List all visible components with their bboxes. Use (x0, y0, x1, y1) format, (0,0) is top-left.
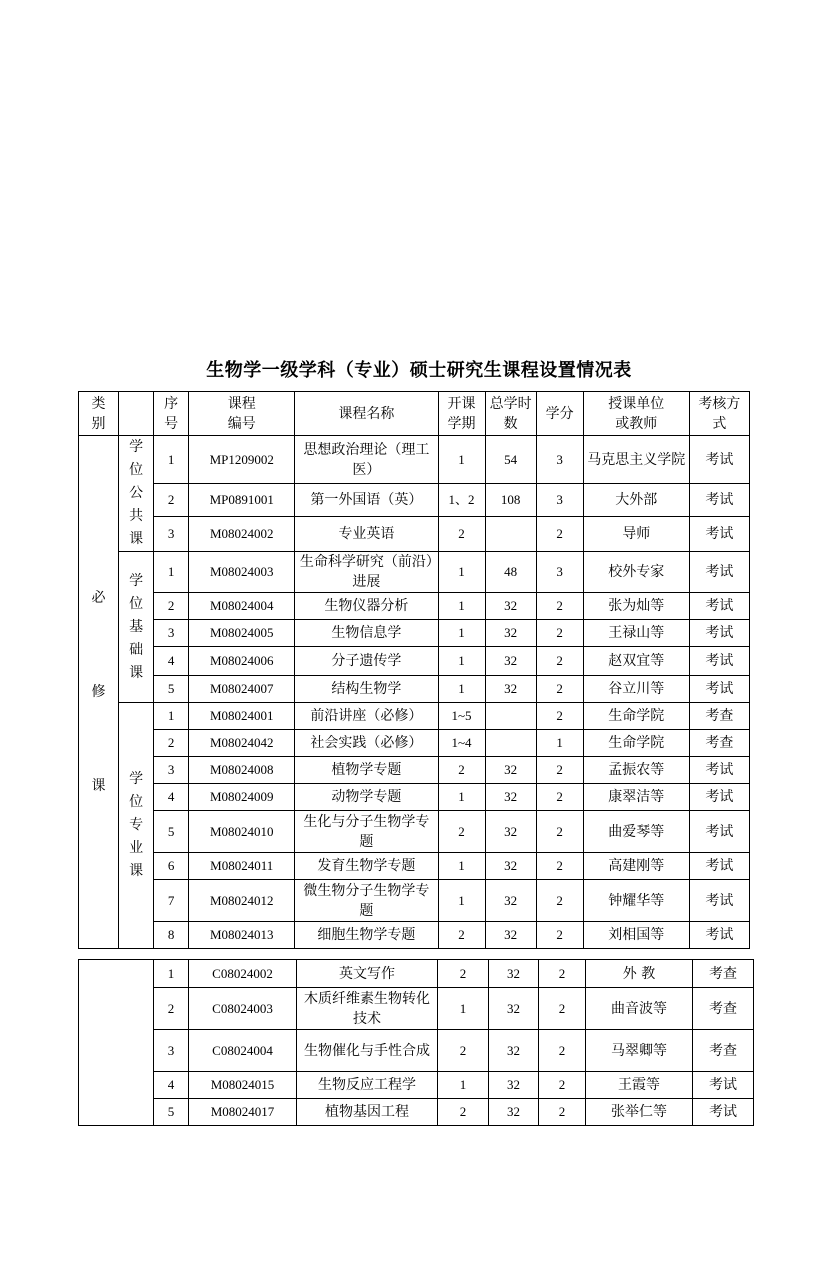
seq-cell: 1 (154, 960, 189, 988)
cell-text: 础 (129, 641, 144, 658)
hours-cell: 32 (485, 676, 536, 703)
exam-cell: 考试 (689, 922, 749, 949)
seq-cell: 4 (154, 784, 189, 811)
name-cell: 生命科学研究（前沿）进展 (295, 552, 438, 593)
cell-text: 授课单位 (608, 395, 665, 412)
table-row (79, 853, 750, 880)
cell-text: 业 (129, 840, 144, 856)
teacher-cell: 曲音波等 (586, 988, 693, 1030)
code-cell: M08024001 (189, 703, 295, 730)
teacher-cell: 刘相国等 (583, 922, 689, 949)
exam-cell: 考试 (689, 593, 749, 620)
table-row (79, 757, 750, 784)
seq-cell: 3 (154, 516, 189, 551)
credits-cell: 2 (536, 647, 583, 676)
seq-cell: 8 (154, 922, 189, 949)
table-row (79, 620, 750, 647)
exam-cell: 考查 (689, 703, 749, 730)
table-row (79, 1099, 754, 1126)
seq-cell: 2 (154, 484, 189, 517)
teacher-cell: 马克思主义学院 (583, 436, 689, 484)
name-cell: 植物学专题 (295, 757, 438, 784)
cell-text: 类 (91, 395, 106, 412)
seq-cell: 5 (154, 1099, 189, 1126)
cell-text: 学 (129, 771, 144, 787)
hours-cell: 32 (485, 922, 536, 949)
teacher-cell: 生命学院 (583, 703, 689, 730)
semester-cell: 2 (438, 922, 485, 949)
code-cell: M08024010 (189, 811, 295, 853)
teacher-cell: 钟耀华等 (583, 880, 689, 922)
exam-cell: 考试 (689, 647, 749, 676)
code-cell: M08024015 (189, 1072, 297, 1099)
hours-cell (485, 703, 536, 730)
code-cell: M08024008 (189, 757, 295, 784)
table-row (79, 922, 750, 949)
cell-text: 考核方 (698, 395, 741, 412)
teacher-cell: 大外部 (583, 484, 689, 517)
seq-cell: 3 (154, 757, 189, 784)
credits-cell: 2 (536, 853, 583, 880)
credits-cell: 2 (536, 811, 583, 853)
credits-cell: 2 (536, 620, 583, 647)
code-cell: C08024004 (189, 1030, 297, 1072)
semester-cell: 1 (438, 436, 485, 484)
cell-text: 位 (129, 794, 144, 810)
hours-cell (485, 516, 536, 551)
exam-cell: 考试 (689, 853, 749, 880)
header-row (79, 392, 750, 436)
header-blank (119, 392, 154, 436)
hours-cell: 32 (485, 757, 536, 784)
header-category (79, 392, 119, 436)
code-cell: C08024002 (189, 960, 297, 988)
teacher-cell: 张举仁等 (586, 1099, 693, 1126)
semester-cell: 1 (438, 880, 485, 922)
category-blank-cell (79, 960, 154, 1126)
credits-cell: 3 (536, 484, 583, 517)
table-row (79, 730, 750, 757)
seq-cell: 2 (154, 593, 189, 620)
credits-cell: 2 (539, 988, 586, 1030)
seq-cell: 2 (154, 730, 189, 757)
group-label-cell (119, 552, 154, 703)
category-cell (79, 436, 119, 949)
credits-cell: 2 (536, 593, 583, 620)
hours-cell: 32 (485, 880, 536, 922)
table-row (79, 593, 750, 620)
teacher-cell: 马翠卿等 (586, 1030, 693, 1072)
credits-cell: 2 (536, 703, 583, 730)
cell-text: 别 (91, 415, 106, 432)
credits-cell: 3 (536, 436, 583, 484)
group-label-cell (119, 703, 154, 949)
credits-cell: 2 (539, 1099, 586, 1126)
code-cell: M08024011 (189, 853, 295, 880)
code-cell: MP0891001 (189, 484, 295, 517)
credits-cell: 1 (536, 730, 583, 757)
hours-cell: 32 (489, 988, 539, 1030)
seq-cell: 1 (154, 436, 189, 484)
name-cell: 发育生物学专题 (295, 853, 438, 880)
code-cell: M08024042 (189, 730, 295, 757)
teacher-cell: 康翠洁等 (583, 784, 689, 811)
semester-cell: 1 (438, 620, 485, 647)
name-cell: 植物基因工程 (297, 1099, 438, 1126)
semester-cell: 2 (438, 1030, 489, 1072)
code-cell: M08024002 (189, 516, 295, 551)
hours-cell: 32 (489, 1072, 539, 1099)
exam-cell: 考查 (693, 988, 754, 1030)
code-cell: M08024004 (189, 593, 295, 620)
hours-cell: 32 (489, 960, 539, 988)
seq-cell: 4 (154, 647, 189, 676)
exam-cell: 考试 (689, 880, 749, 922)
hours-cell: 32 (485, 647, 536, 676)
name-cell: 生物信息学 (295, 620, 438, 647)
exam-cell: 考查 (693, 1030, 754, 1072)
teacher-cell: 孟振农等 (583, 757, 689, 784)
table-row (79, 811, 750, 853)
cell-text: 编号 (227, 415, 256, 432)
exam-cell: 考试 (689, 516, 749, 551)
exam-cell: 考试 (689, 552, 749, 593)
cell-text: 公 (129, 485, 144, 501)
teacher-cell: 王霞等 (586, 1072, 693, 1099)
exam-cell: 考查 (693, 960, 754, 988)
hours-cell: 32 (489, 1099, 539, 1126)
code-cell: M08024017 (189, 1099, 297, 1126)
header-name: 课程名称 (295, 392, 438, 436)
cell-text: 课 (129, 863, 144, 879)
exam-cell: 考查 (689, 730, 749, 757)
code-cell: M08024005 (189, 620, 295, 647)
semester-cell: 1 (438, 988, 489, 1030)
cell-text: 专 (129, 817, 144, 833)
teacher-cell: 导师 (583, 516, 689, 551)
teacher-cell: 生命学院 (583, 730, 689, 757)
table-row (79, 703, 750, 730)
exam-cell: 考试 (689, 784, 749, 811)
semester-cell: 1 (438, 853, 485, 880)
cell-text: 式 (712, 415, 727, 432)
seq-cell: 5 (154, 811, 189, 853)
header-seq (154, 392, 189, 436)
name-cell: 木质纤维素生物转化技术 (297, 988, 438, 1030)
hours-cell: 108 (485, 484, 536, 517)
cell-text: 课 (129, 531, 144, 547)
course-table (78, 391, 750, 949)
semester-cell: 1 (438, 552, 485, 593)
cell-text: 总学时 (489, 395, 532, 412)
table-row (79, 960, 754, 988)
semester-cell: 1、2 (438, 484, 485, 517)
code-cell: MP1209002 (189, 436, 295, 484)
exam-cell: 考试 (693, 1099, 754, 1126)
teacher-cell: 高建刚等 (583, 853, 689, 880)
name-cell: 生物反应工程学 (297, 1072, 438, 1099)
page-title: 生物学一级学科（专业）硕士研究生课程设置情况表 (206, 360, 632, 381)
teacher-cell: 谷立川等 (583, 676, 689, 703)
name-cell: 第一外国语（英） (295, 484, 438, 517)
group-label-cell (119, 436, 154, 552)
seq-cell: 1 (154, 703, 189, 730)
credits-cell: 2 (539, 1030, 586, 1072)
name-cell: 生物催化与手性合成 (297, 1030, 438, 1072)
code-cell: M08024003 (189, 552, 295, 593)
hours-cell: 48 (485, 552, 536, 593)
cell-text: 号 (164, 415, 179, 432)
table-row (79, 484, 750, 517)
semester-cell: 1 (438, 784, 485, 811)
exam-cell: 考试 (689, 757, 749, 784)
semester-cell: 2 (438, 811, 485, 853)
name-cell: 前沿讲座（必修） (295, 703, 438, 730)
header-teacher (583, 392, 689, 436)
credits-cell: 2 (536, 757, 583, 784)
credits-cell: 2 (536, 676, 583, 703)
cell-text: 课 (91, 778, 106, 794)
exam-cell: 考试 (689, 676, 749, 703)
cell-text: 或教师 (615, 415, 658, 432)
seq-cell: 1 (154, 552, 189, 593)
cell-text: 开课 (447, 395, 476, 412)
table-row (79, 1030, 754, 1072)
code-cell: M08024009 (189, 784, 295, 811)
table-row (79, 552, 750, 593)
cell-text: 必 (91, 590, 106, 606)
cell-text: 课程 (227, 395, 256, 412)
seq-cell: 3 (154, 1030, 189, 1072)
cell-text: 课 (129, 664, 144, 681)
cell-text: 学 (129, 572, 144, 589)
hours-cell: 32 (485, 784, 536, 811)
semester-cell: 1 (438, 676, 485, 703)
semester-cell: 1 (438, 593, 485, 620)
table-row (79, 880, 750, 922)
name-cell: 生化与分子生物学专题 (295, 811, 438, 853)
cell-text: 位 (129, 595, 144, 612)
table-row (79, 1072, 754, 1099)
seq-cell: 3 (154, 620, 189, 647)
credits-cell: 2 (539, 960, 586, 988)
table-row (79, 647, 750, 676)
teacher-cell: 赵双宜等 (583, 647, 689, 676)
cell-text: 学期 (447, 415, 476, 432)
table-row (79, 988, 754, 1030)
credits-cell: 2 (539, 1072, 586, 1099)
header-credits: 学分 (536, 392, 583, 436)
name-cell: 专业英语 (295, 516, 438, 551)
cell-text: 修 (91, 684, 106, 700)
table-row (79, 676, 750, 703)
exam-cell: 考试 (689, 620, 749, 647)
hours-cell (485, 730, 536, 757)
table-row (79, 784, 750, 811)
code-cell: M08024012 (189, 880, 295, 922)
name-cell: 分子遗传学 (295, 647, 438, 676)
credits-cell: 2 (536, 516, 583, 551)
cell-text: 学 (129, 439, 144, 455)
seq-cell: 4 (154, 1072, 189, 1099)
semester-cell: 2 (438, 960, 489, 988)
exam-cell: 考试 (689, 811, 749, 853)
header-hours (485, 392, 536, 436)
credits-cell: 2 (536, 922, 583, 949)
code-cell: M08024006 (189, 647, 295, 676)
hours-cell: 32 (485, 853, 536, 880)
name-cell: 动物学专题 (295, 784, 438, 811)
hours-cell: 32 (485, 620, 536, 647)
exam-cell: 考试 (693, 1072, 754, 1099)
elective-table (78, 959, 754, 1126)
seq-cell: 6 (154, 853, 189, 880)
code-cell: M08024013 (189, 922, 295, 949)
code-cell: C08024003 (189, 988, 297, 1030)
semester-cell: 2 (438, 757, 485, 784)
cell-text: 数 (503, 415, 518, 432)
credits-cell: 3 (536, 552, 583, 593)
table-row (79, 436, 750, 484)
seq-cell: 2 (154, 988, 189, 1030)
hours-cell: 54 (485, 436, 536, 484)
name-cell: 生物仪器分析 (295, 593, 438, 620)
exam-cell: 考试 (689, 484, 749, 517)
hours-cell: 32 (485, 593, 536, 620)
cell-text: 共 (129, 508, 144, 524)
header-exam (689, 392, 749, 436)
teacher-cell: 张为灿等 (583, 593, 689, 620)
name-cell: 英文写作 (297, 960, 438, 988)
semester-cell: 1 (438, 1072, 489, 1099)
exam-cell: 考试 (689, 436, 749, 484)
name-cell: 社会实践（必修） (295, 730, 438, 757)
name-cell: 微生物分子生物学专题 (295, 880, 438, 922)
name-cell: 思想政治理论（理工医） (295, 436, 438, 484)
teacher-cell: 外 教 (586, 960, 693, 988)
name-cell: 细胞生物学专题 (295, 922, 438, 949)
semester-cell: 2 (438, 516, 485, 551)
table-row (79, 516, 750, 551)
teacher-cell: 曲爱琴等 (583, 811, 689, 853)
teacher-cell: 王禄山等 (583, 620, 689, 647)
name-cell: 结构生物学 (295, 676, 438, 703)
hours-cell: 32 (485, 811, 536, 853)
semester-cell: 1 (438, 647, 485, 676)
seq-cell: 7 (154, 880, 189, 922)
cell-text: 基 (129, 618, 144, 635)
header-semester (438, 392, 485, 436)
credits-cell: 2 (536, 880, 583, 922)
seq-cell: 5 (154, 676, 189, 703)
cell-text: 位 (129, 462, 144, 478)
header-code (189, 392, 295, 436)
cell-text: 序 (164, 395, 179, 412)
semester-cell: 2 (438, 1099, 489, 1126)
teacher-cell: 校外专家 (583, 552, 689, 593)
hours-cell: 32 (489, 1030, 539, 1072)
semester-cell: 1~4 (438, 730, 485, 757)
semester-cell: 1~5 (438, 703, 485, 730)
credits-cell: 2 (536, 784, 583, 811)
code-cell: M08024007 (189, 676, 295, 703)
